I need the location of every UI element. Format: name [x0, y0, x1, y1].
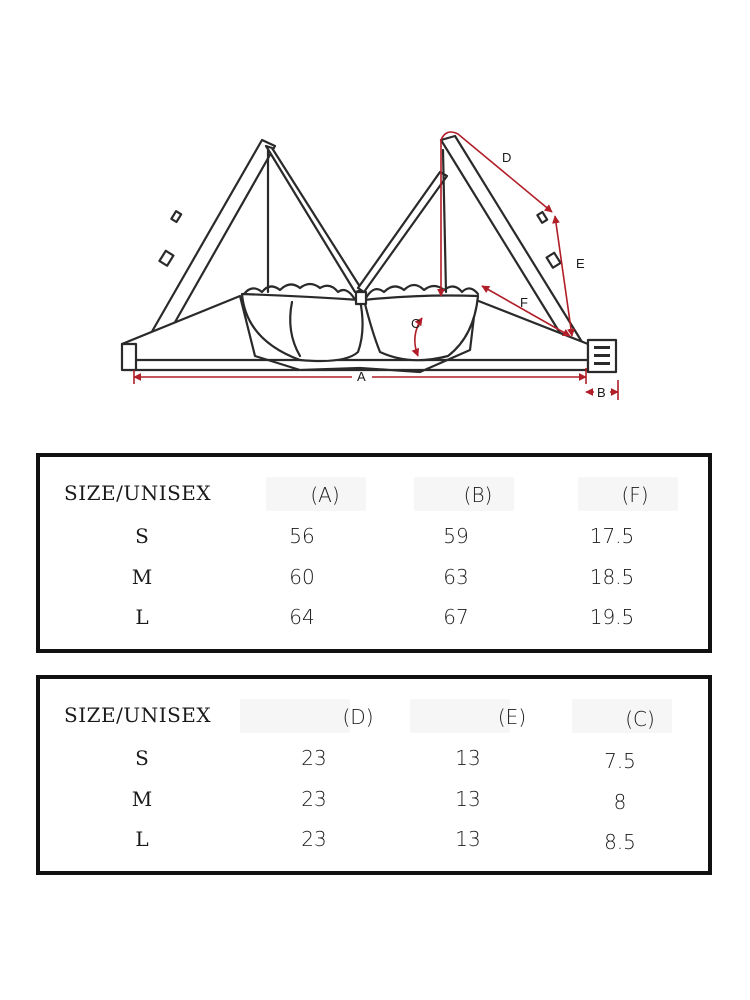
table-cell: 8	[613, 790, 627, 814]
row-size-label: M	[131, 787, 153, 811]
measure-label-d: D	[502, 150, 512, 165]
header-shade	[240, 699, 350, 733]
measure-label-e: E	[576, 256, 585, 271]
table-cell: 18.5	[589, 565, 635, 589]
table-cell: 56	[289, 524, 315, 548]
right-strap-inner	[443, 150, 446, 292]
band-end-left	[122, 344, 136, 370]
table-cell: 60	[289, 565, 315, 589]
right-v-strap	[358, 172, 447, 292]
table-cell: 17.5	[589, 524, 635, 548]
table-header-size: SIZE/UNISEX	[64, 481, 212, 505]
table-cell: 23	[301, 746, 327, 770]
table-cell: 13	[455, 787, 481, 811]
table-header-size: SIZE/UNISEX	[64, 703, 212, 727]
measure-label-c: C	[411, 316, 421, 331]
row-size-label: S	[135, 524, 149, 548]
center-gore	[356, 292, 366, 304]
table-cell: 23	[301, 827, 327, 851]
column-header: (D)	[342, 705, 374, 729]
table-cell: 13	[455, 746, 481, 770]
right-cup	[364, 296, 478, 361]
table-cell: 8.5	[604, 830, 636, 854]
table-cell: 59	[443, 524, 469, 548]
column-header: (B)	[463, 483, 493, 507]
table-cell: 13	[455, 827, 481, 851]
table-cell: 23	[301, 787, 327, 811]
measure-label-b: B	[597, 385, 606, 400]
right-strap-adjuster	[547, 253, 561, 268]
left-strap-adjuster	[159, 251, 173, 266]
header-shade	[410, 699, 510, 733]
column-header: (C)	[625, 707, 655, 731]
column-header: (E)	[497, 705, 527, 729]
column-header: (F)	[621, 483, 649, 507]
table-cell: 19.5	[589, 605, 635, 629]
table-cell: 63	[443, 565, 469, 589]
size-table-2	[36, 675, 712, 875]
table-cell: 67	[443, 605, 469, 629]
left-strap-slider	[171, 211, 181, 222]
left-cup	[242, 294, 363, 361]
table-cell: 64	[289, 605, 315, 629]
row-size-label: S	[135, 746, 149, 770]
bra-outline	[122, 136, 616, 372]
row-size-label: L	[135, 605, 149, 629]
header-shade	[572, 699, 672, 733]
right-strap-slider	[537, 212, 547, 223]
row-size-label: M	[131, 565, 153, 589]
measure-label-f: F	[520, 295, 528, 310]
size-table-1	[36, 453, 712, 653]
row-size-label: L	[135, 827, 149, 851]
left-v-strap	[266, 146, 362, 292]
measure-label-a: A	[357, 369, 366, 384]
hook-rows	[594, 346, 610, 365]
table-cell: 7.5	[604, 749, 636, 773]
bra-measurement-diagram	[0, 0, 750, 430]
column-header: (A)	[310, 483, 340, 507]
